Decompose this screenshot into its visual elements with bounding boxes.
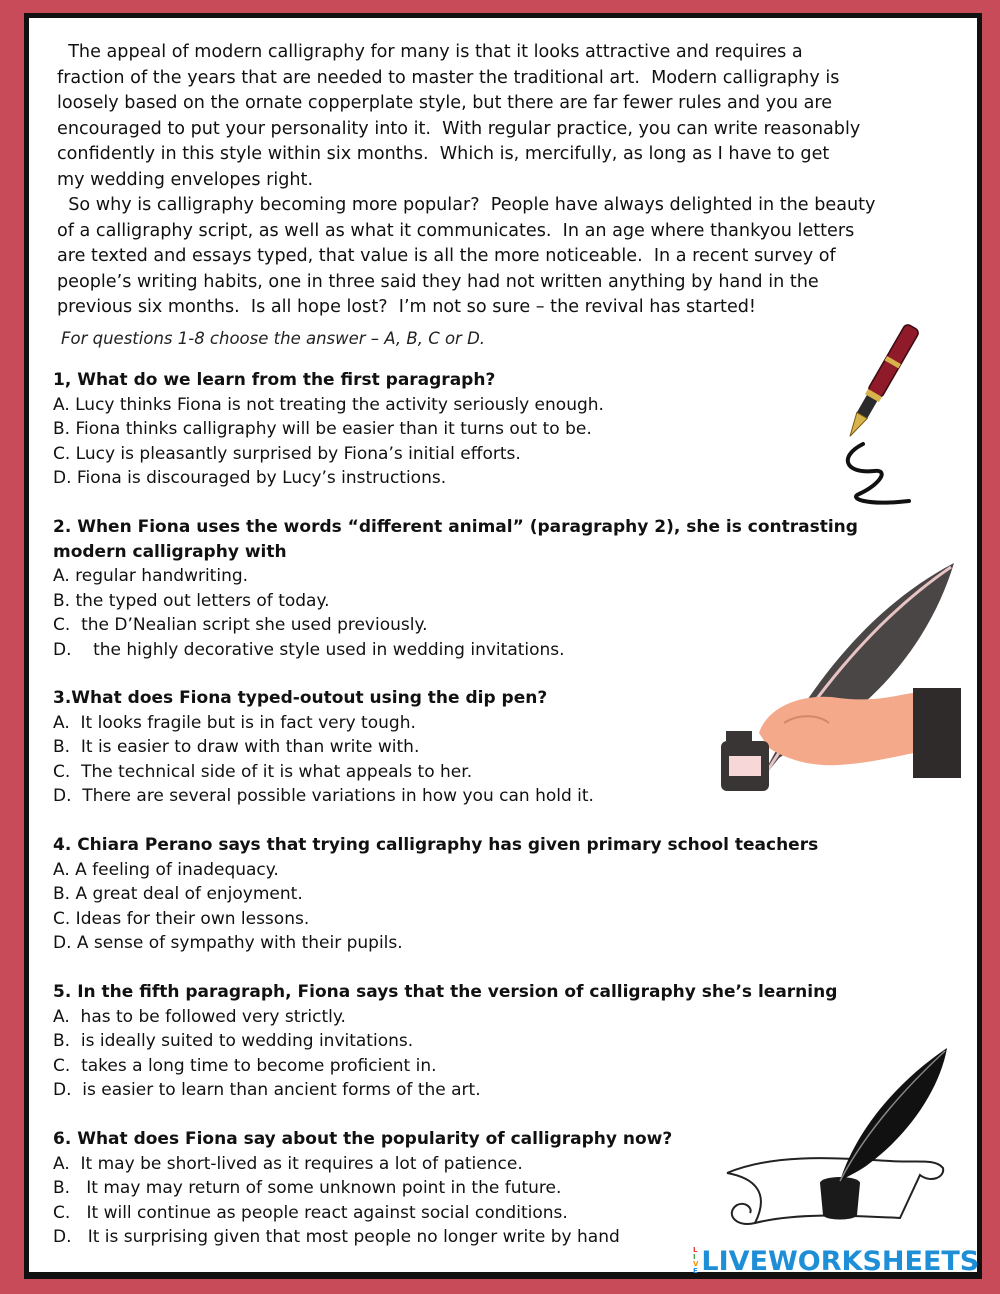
- brand-name: LIVEWORKSHEETS: [701, 1245, 980, 1277]
- option-c[interactable]: C. The technical side of it is what appeals to her.: [53, 761, 473, 782]
- question-text: 3.What does Fiona typed-outout using the dip pen?: [53, 688, 548, 708]
- question-text: 5. In the fifth paragraph, Fiona says that the version of calligraphy she’s learning: [53, 982, 838, 1002]
- question-text: 2. When Fiona uses the words “different animal” (paragraphy 2), she is contrasting modern calligraphy with: [53, 517, 858, 562]
- option-d[interactable]: D. is easier to learn than ancient forms of the art.: [53, 1080, 481, 1100]
- option-b[interactable]: B. It is easier to draw with than write with.: [53, 737, 420, 757]
- question-text: 1, What do we learn from the first paragraph?: [53, 370, 496, 390]
- worksheet: [29, 18, 977, 1272]
- option-c[interactable]: C. takes a long time to become proficient in.: [53, 1055, 437, 1076]
- question-text: 6. What does Fiona say about the popularity of calligraphy now?: [53, 1129, 673, 1149]
- option-a[interactable]: A. It looks fragile but is in fact very tough.: [53, 712, 416, 733]
- option-d[interactable]: D. Fiona is discouraged by Lucy’s instructions.: [53, 468, 447, 488]
- quill-hand-icon: [689, 553, 989, 798]
- option-a[interactable]: A. regular handwriting.: [53, 566, 249, 586]
- question-text: 4. Chiara Perano says that trying calligraphy has given primary school teachers: [53, 835, 819, 855]
- option-a[interactable]: A. It may be short-lived as it requires a lot of patience.: [53, 1153, 523, 1174]
- option-c[interactable]: C. Ideas for their own lessons.: [53, 908, 310, 929]
- option-d[interactable]: D. the highly decorative style used in wedding invitations.: [53, 639, 565, 660]
- instructions: For questions 1-8 choose the answer – A, B, C or D.: [61, 329, 486, 348]
- option-b[interactable]: B. A great deal of enjoyment.: [53, 884, 303, 904]
- passage-paragraph-1: The appeal of modern calligraphy for many is that it looks attractive and requires a fraction of the years that are needed to master the traditional art. Modern calligraphy is loosely based on the ornate copperplate style, but there are far fewer rules and you are encouraged to put your personality into it. With regular practice, you can write reasonably confidently in this style within six months. Which is, mercifully, as long as I have to get my wedding envelopes right.: [57, 42, 861, 190]
- option-c[interactable]: C. the D’Nealian script she used previously.: [53, 615, 428, 635]
- option-b[interactable]: B. It may may return of some unknown point in the future.: [53, 1178, 562, 1198]
- option-d[interactable]: D. There are several possible variations in how you can hold it.: [53, 786, 594, 806]
- quill-inkpot-scroll-icon: [715, 1043, 955, 1243]
- option-d[interactable]: D. A sense of sympathy with their pupils.: [53, 933, 403, 953]
- option-a[interactable]: A. has to be followed very strictly.: [53, 1006, 346, 1027]
- page-frame: [24, 13, 982, 1279]
- question-4: [53, 833, 953, 956]
- fountain-pen-icon: [819, 316, 939, 516]
- option-a[interactable]: A. Lucy thinks Fiona is not treating the activity seriously enough.: [53, 394, 604, 415]
- passage-paragraph-2: So why is calligraphy becoming more popular? People have always delighted in the beauty of a calligraphy script, as well as what it communicates. In an age where thankyou letters are texted and essays typed, that value is all the more noticeable. In a recent survey of people’s writing habits, one in three said they had not written anything by hand in the previous six months. Is all hope lost? I’m not so sure – the revival has started!: [57, 195, 876, 317]
- question-1: [53, 368, 953, 491]
- liveworksheets-logo[interactable]: [693, 1245, 979, 1277]
- brand-mini-text: L I V E: [693, 1246, 699, 1275]
- option-d[interactable]: D. It is surprising given that most people no longer write by hand: [53, 1227, 620, 1247]
- option-c[interactable]: C. Lucy is pleasantly surprised by Fiona’s initial efforts.: [53, 443, 521, 464]
- option-b[interactable]: B. is ideally suited to wedding invitations.: [53, 1031, 414, 1051]
- option-b[interactable]: B. the typed out letters of today.: [53, 590, 330, 611]
- option-a[interactable]: A. A feeling of inadequacy.: [53, 859, 279, 880]
- option-c[interactable]: C. It will continue as people react against social conditions.: [53, 1202, 568, 1223]
- option-b[interactable]: B. Fiona thinks calligraphy will be easier than it turns out to be.: [53, 419, 592, 439]
